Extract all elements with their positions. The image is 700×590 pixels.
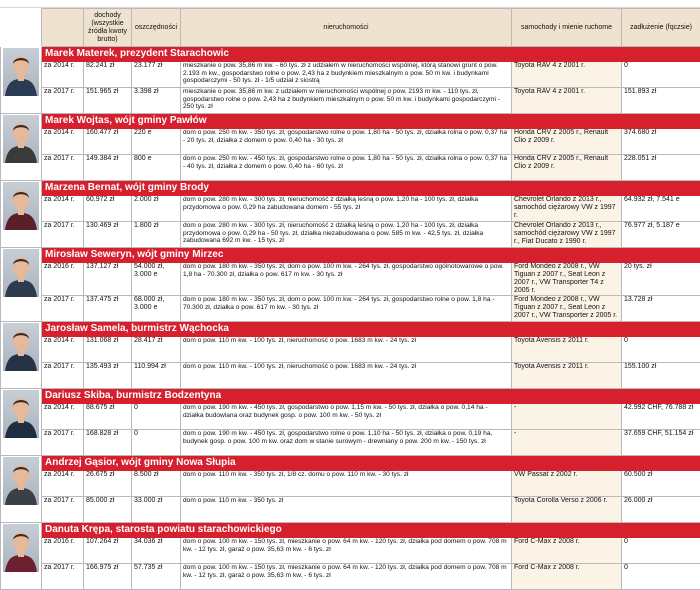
declaration-row (1, 430, 700, 456)
portrait-body (5, 488, 37, 505)
declaration-row (1, 196, 700, 222)
debt-cell: 0 (622, 337, 700, 363)
person-name-row (1, 322, 700, 337)
cars-cell: - (512, 430, 622, 456)
portrait-body (5, 421, 37, 438)
year-cell: za 2017 r. (42, 363, 84, 389)
portrait-silhouette (3, 524, 39, 572)
cars-cell: Ford C-Max z 2008 r. (512, 538, 622, 564)
portrait-silhouette (3, 457, 39, 505)
income-cell: 107.264 zł (84, 538, 132, 564)
declarations-table (0, 8, 700, 590)
savings-cell: 3.398 zł (132, 88, 181, 114)
person-name: Marek Wojtas, wójt gminy Pawłów (42, 114, 700, 129)
year-cell: za 2017 r. (42, 222, 84, 248)
property-cell: dom o pow. 110 m kw. - 100 tys. zł, nieruchomość o pow. 1683 m kw. - 24 tys. zł (181, 363, 512, 389)
income-cell: 26.675 zł (84, 471, 132, 497)
person-name-row (1, 456, 700, 471)
income-cell: 82.241 zł (84, 62, 132, 88)
declaration-row (1, 337, 700, 363)
cars-cell: Honda CRV z 2005 r., Renault Clio z 2009 r. (512, 155, 622, 181)
cars-cell: VW Passat z 2002 r. (512, 471, 622, 497)
person-photo-cell (1, 248, 42, 322)
property-cell: dom o pow. 190 m kw. - 450 tys. zł, gospodarstwo o pow. 1,15 m kw. - 50 tys. zł, działka o pow. 0,14 ha - działka budowlana oraz budynek gosp. o pow. 100 m kw. - 50 tys. zł (181, 404, 512, 430)
debt-cell: 42.992 CHF, 76.788 zł (622, 404, 700, 430)
property-cell: dom o pow. 280 m kw. - 300 tys. zł, nieruchomość z działką leśną o pow. 1,20 ha - 100 tys. zł, działka przydomowa o pow. 0,29 ha zabudowana domem - 55 tys. zł (181, 196, 512, 222)
savings-cell: 23.177 zł (132, 62, 181, 88)
person-name-row (1, 47, 700, 62)
property-cell: dom o pow. 250 m kw. - 450 tys. zł, gospodarstwo rolne o pow. 1,80 ha - 50 tys. zł, działka rolna o pow. 0,37 ha - 40 tys. zł, działka z domem o pow. 0,40 ha - 60 tys. zł (181, 155, 512, 181)
cars-cell: Toyota RAV 4 z 2001 r. (512, 88, 622, 114)
savings-cell: 28.417 zł (132, 337, 181, 363)
person-name: Dariusz Skiba, burmistrz Bodzentyna (42, 389, 700, 404)
savings-cell: 57.735 zł (132, 564, 181, 590)
portrait-silhouette (3, 323, 39, 371)
debt-cell: 151.893 zł (622, 88, 700, 114)
declaration-row (1, 404, 700, 430)
debt-cell: 0 (622, 62, 700, 88)
cars-cell: Toyota RAV 4 z 2001 r. (512, 62, 622, 88)
person-name: Mirosław Seweryn, wójt gminy Mirzec (42, 248, 700, 263)
cars-cell: Toyota Avensis z 2011 r. (512, 337, 622, 363)
page-top-strip (0, 0, 700, 8)
savings-cell: 800 e (132, 155, 181, 181)
header-row (1, 9, 700, 47)
header-property: nieruchomości (181, 9, 512, 47)
property-cell: mieszkanie o pow. 35,86 m kw. - 60 tys. zł z udziałem w nieruchomości wspólnej, którą stanowi grunt o pow. 2.193 m kw., gospodarstwo rolne o pow. 2,43 ha z budynkiem mieszkalnym o pow. 50 m kw. i budynkami gospodarczymi - 50 tys. zł - 1/5 udział z siostrą (181, 62, 512, 88)
portrait-photo (3, 524, 39, 572)
person-name-row (1, 523, 700, 538)
portrait-photo (3, 457, 39, 505)
portrait-body (5, 555, 37, 572)
income-cell: 137.127 zł (84, 263, 132, 296)
property-cell: dom o pow. 250 m kw. - 350 tys. zł, gospodarstwo rolne o pow. 1,80 ha - 50 tys. zł, działka rolna o pow. 0,37 ha - 20 tys. zł, działka z domem o pow. 0,40 ha - 30 tys. zł (181, 129, 512, 155)
income-cell: 137.475 zł (84, 296, 132, 322)
debt-cell: 13.728 zł (622, 296, 700, 322)
person-name: Andrzej Gąsior, wójt gminy Nowa Słupia (42, 456, 700, 471)
income-cell: 130.469 zł (84, 222, 132, 248)
year-cell: za 2016 r. (42, 263, 84, 296)
year-cell: za 2017 r. (42, 155, 84, 181)
year-cell: za 2017 r. (42, 497, 84, 523)
person-name: Marzena Bernat, wójt gminy Brody (42, 181, 700, 196)
savings-cell: 68.000 zł, 3.000 e (132, 296, 181, 322)
income-cell: 131.068 zł (84, 337, 132, 363)
declaration-row (1, 296, 700, 322)
year-cell: za 2014 r. (42, 196, 84, 222)
portrait-photo (3, 182, 39, 230)
income-cell: 151.965 zł (84, 88, 132, 114)
savings-cell: 54.000 zł, 3.000 e (132, 263, 181, 296)
header-debt: zadłużenie (fqczsie) (622, 9, 700, 47)
year-cell: za 2017 r. (42, 564, 84, 590)
person-name-row (1, 248, 700, 263)
debt-cell: 60.500 zł (622, 471, 700, 497)
debt-cell: 228.051 zł (622, 155, 700, 181)
portrait-photo (3, 249, 39, 297)
person-name: Jarosław Samela, burmistrz Wąchocka (42, 322, 700, 337)
savings-cell: 110.994 zł (132, 363, 181, 389)
cars-cell: Toyota Corolla Verso z 2006 r. (512, 497, 622, 523)
portrait-silhouette (3, 182, 39, 230)
savings-cell: 33.000 zł (132, 497, 181, 523)
year-cell: za 2014 r. (42, 337, 84, 363)
header-income: dochody (wszystkie źródła kwoty brutto) (84, 9, 132, 47)
savings-cell: 8.500 zł (132, 471, 181, 497)
savings-cell: 0 (132, 430, 181, 456)
cars-cell: Toyota Avensis z 2011 r. (512, 363, 622, 389)
portrait-silhouette (3, 390, 39, 438)
portrait-photo (3, 323, 39, 371)
header-cars: samochody i mienie ruchome (512, 9, 622, 47)
debt-cell: 374.680 zł (622, 129, 700, 155)
person-name-row (1, 389, 700, 404)
header-savings: oszczędności (132, 9, 181, 47)
property-cell: dom o pow. 110 m kw. - 350 tys. zł, 1/8 cz. domu o pow. 110 m kw. - 30 tys. zł (181, 471, 512, 497)
declaration-row (1, 497, 700, 523)
declaration-row (1, 471, 700, 497)
savings-cell: 220 e (132, 129, 181, 155)
income-cell: 168.828 zł (84, 430, 132, 456)
debt-cell: 20 tys. zł (622, 263, 700, 296)
year-cell: za 2014 r. (42, 62, 84, 88)
declaration-row (1, 155, 700, 181)
year-cell: za 2017 r. (42, 430, 84, 456)
debt-cell: 26.000 zł (622, 497, 700, 523)
declaration-row (1, 263, 700, 296)
person-photo-cell (1, 389, 42, 456)
income-cell: 149.384 zł (84, 155, 132, 181)
person-photo-cell (1, 523, 42, 590)
year-cell: za 2014 r. (42, 129, 84, 155)
person-name: Danuta Krępa, starosta powiatu starachowickiego (42, 523, 700, 538)
property-cell: dom o pow. 280 m kw. - 300 tys. zł, nieruchomość z działką leśną o pow. 1,20 ha - 100 tys. zł, działka przydomowa o pow. 0,29 ha - 50 tys. zł, działka niezabudowana o pow. 585 m kw. - 42,5 tys. zł, działka zabudowana 692 m kw. - 15 tys. zł (181, 222, 512, 248)
property-cell: dom o pow. 180 m kw. - 350 tys. zł, dom o pow. 100 m kw. - 264 tys. zł, gospodarstwo rolne o pow. 1,8 ha - 70.300 zł, działka o pow. 617 m kw. - 30 tys. zł (181, 296, 512, 322)
portrait-photo (3, 115, 39, 163)
person-name-row (1, 181, 700, 196)
portrait-body (5, 146, 37, 163)
property-cell: dom o pow. 180 m kw. - 350 tys. zł, dom o pow. 100 m kw. - 264 tys. zł, gospodarstwo ogólnotowarowe o pow. 1,8 ha - 70.300 zł, działka o pow. 617 m kw. - 30 tys. zł (181, 263, 512, 296)
portrait-silhouette (3, 115, 39, 163)
year-cell: za 2016 r. (42, 538, 84, 564)
income-cell: 60.972 zł (84, 196, 132, 222)
cars-cell: Ford Mondeo z 2008 r., VW Tiguan z 2007 r., Seat Leon z 2007 r., VW Transporter T4 z 2005 r. (512, 263, 622, 296)
year-cell: za 2014 r. (42, 471, 84, 497)
portrait-photo (3, 48, 39, 96)
declaration-row (1, 62, 700, 88)
declaration-row (1, 363, 700, 389)
cars-cell: Honda CRV z 2005 r., Renault Clio z 2009 r. (512, 129, 622, 155)
cars-cell: - (512, 404, 622, 430)
cars-cell: Ford C-Max z 2008 r. (512, 564, 622, 590)
property-cell: dom o pow. 100 m kw. - 150 tys. zł, mieszkanie o pow. 64 m kw. - 120 tys. zł, działka pod domem o pow. 708 m kw. - 12 tys. zł, garaż o pow. 35,63 m kw. - 6 tys. zł (181, 538, 512, 564)
income-cell: 85.000 zł (84, 497, 132, 523)
property-cell: dom o pow. 110 m kw. - 100 tys. zł, nieruchomość o pow. 1683 m kw. - 24 tys. zł (181, 337, 512, 363)
savings-cell: 1.800 zł (132, 222, 181, 248)
savings-cell: 2.000 zł (132, 196, 181, 222)
cars-cell: Chevrolet Orlando z 2013 r., samochód ciężarowy VW z 1997 r. (512, 196, 622, 222)
income-cell: 160.477 zł (84, 129, 132, 155)
debt-cell: 37.659 CHF, 51.154 zł (622, 430, 700, 456)
debt-cell: 0 (622, 538, 700, 564)
debt-cell: 0 (622, 564, 700, 590)
portrait-body (5, 213, 37, 230)
header-photo-col (1, 9, 42, 47)
person-photo-cell (1, 456, 42, 523)
cars-cell: Ford Mondeo z 2008 r., VW Tiguan z 2007 r., Seat Leon z 2007 r., VW Transporter z 2005 r. (512, 296, 622, 322)
portrait-photo (3, 390, 39, 438)
property-cell: mieszkanie o pow. 35,86 m kw. z udziałem w nieruchomości wspólnej o pow. 2193 m kw. - 110 tys. zł, gospodarstwo rolne o pow. 2,43 ha z budynkiem mieszkalnym o pow. 50 m kw. i budynkami gospodarczymi - 250 tys. zł (181, 88, 512, 114)
debt-cell: 76.977 zł, 5.187 e (622, 222, 700, 248)
person-photo-cell (1, 47, 42, 114)
portrait-silhouette (3, 249, 39, 297)
portrait-silhouette (3, 48, 39, 96)
property-cell: dom o pow. 110 m kw. - 350 tys. zł (181, 497, 512, 523)
cars-cell: Chevrolet Orlando z 2013 r., samochód ciężarowy VW z 1997 r., Fiat Ducato z 1990 r. (512, 222, 622, 248)
declaration-row (1, 88, 700, 114)
person-photo-cell (1, 322, 42, 389)
property-cell: dom o pow. 100 m kw. - 150 tys. zł, mieszkanie o pow. 64 m kw. - 120 tys. zł, działka pod domem o pow. 708 m kw. - 12 tys. zł, garaż o pow. 35,63 m kw. - 6 tys. zł (181, 564, 512, 590)
portrait-body (5, 354, 37, 371)
person-name-row (1, 114, 700, 129)
savings-cell: 34.036 zł (132, 538, 181, 564)
income-cell: 135.493 zł (84, 363, 132, 389)
declaration-row (1, 564, 700, 590)
year-cell: za 2017 r. (42, 296, 84, 322)
income-cell: 88.675 zł (84, 404, 132, 430)
header-year-col (42, 9, 84, 47)
debt-cell: 155.100 zł (622, 363, 700, 389)
income-cell: 166.975 zł (84, 564, 132, 590)
declaration-row (1, 538, 700, 564)
portrait-body (5, 79, 37, 96)
portrait-body (5, 280, 37, 297)
person-name: Marek Materek, prezydent Starachowic (42, 47, 700, 62)
debt-cell: 64.932 zł, 7.541 e (622, 196, 700, 222)
declaration-row (1, 222, 700, 248)
savings-cell: 0 (132, 404, 181, 430)
property-cell: dom o pow. 190 m kw. - 450 tys. zł, gospodarstwo rolne o pow. 1,10 ha - 50 tys. zł, działka o pow. 0,19 ha, budynek gosp. o pow. 100 m kw. oraz dom w stanie surowym - drewniany o pow. 200 m kw. - 150 tys. zł (181, 430, 512, 456)
year-cell: za 2014 r. (42, 404, 84, 430)
declaration-row (1, 129, 700, 155)
person-photo-cell (1, 114, 42, 181)
year-cell: za 2017 r. (42, 88, 84, 114)
person-photo-cell (1, 181, 42, 248)
